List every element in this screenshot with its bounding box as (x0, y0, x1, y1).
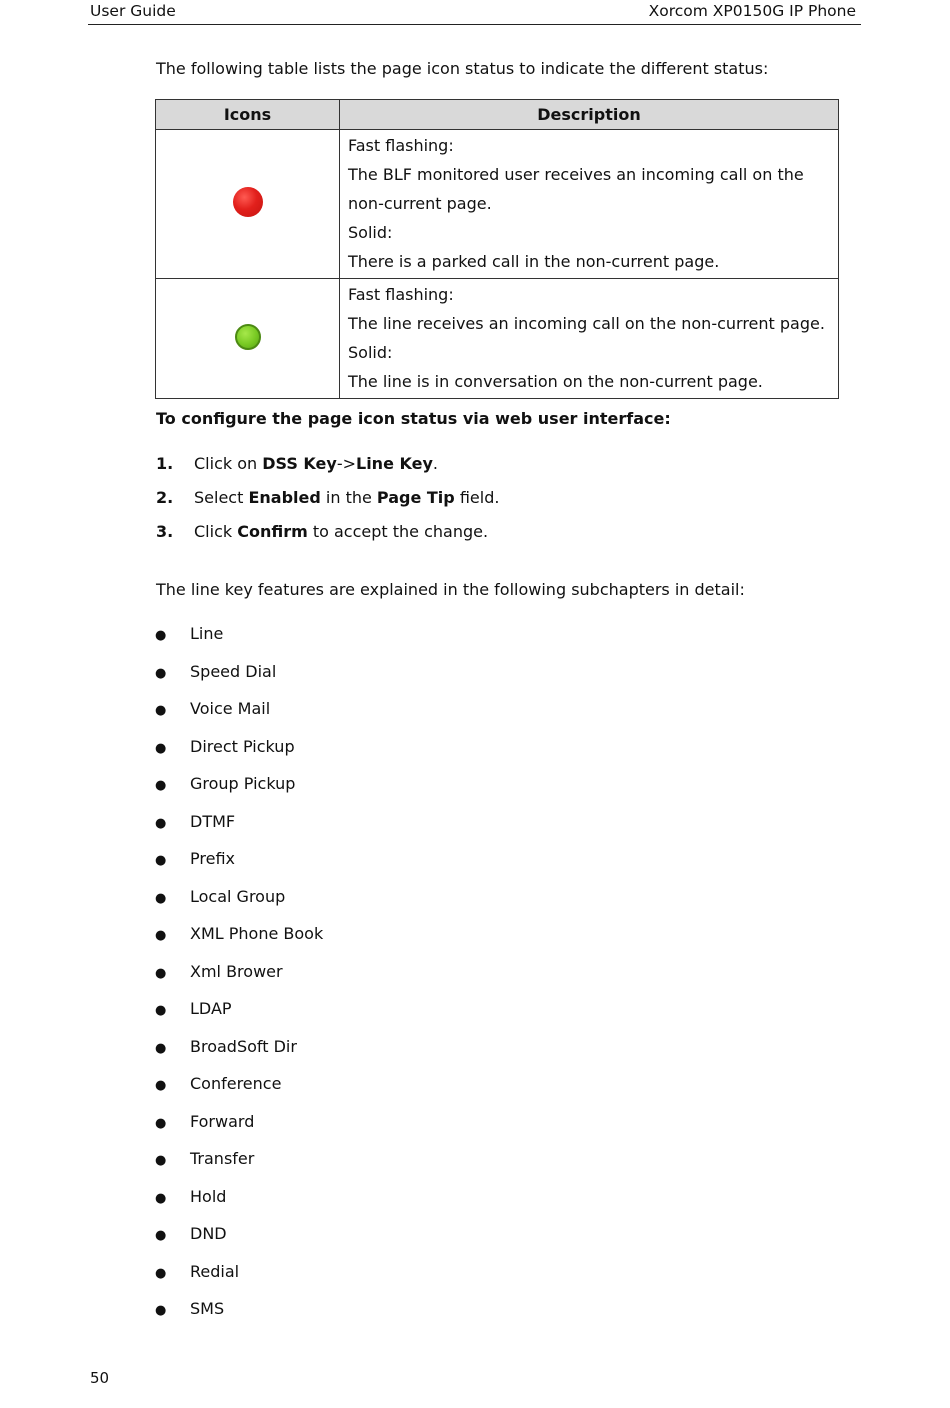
step-text-bold: DSS Key (262, 454, 337, 473)
step-text: . (432, 454, 438, 473)
feature-label: BroadSoft Dir (190, 1036, 297, 1056)
feature-label: Transfer (190, 1149, 255, 1168)
list-item (155, 615, 323, 653)
step-3 (156, 522, 488, 541)
step-number: 2. (156, 488, 174, 507)
step-text: to accept the change. (307, 522, 489, 541)
feature-label: DTMF (190, 811, 236, 831)
feature-label: Redial (190, 1261, 240, 1281)
page-number: 50 (90, 1369, 110, 1387)
description-cell (340, 130, 839, 279)
bullet-icon: ● (155, 665, 167, 681)
bullet-icon: ● (155, 1003, 167, 1018)
configure-heading: To configure the page icon status via web user interface: (156, 409, 671, 428)
description-line: The BLF monitored user receives an incoming call on the (348, 165, 804, 184)
bullet-icon: ● (155, 1228, 167, 1243)
feature-label: SMS (190, 1299, 225, 1318)
description-column-header: Description (340, 100, 839, 130)
feature-list (155, 615, 323, 1328)
feature-label: Hold (190, 1186, 227, 1206)
feature-label: Voice Mail (190, 699, 271, 718)
list-item (155, 1290, 323, 1328)
step-text: Click on (194, 454, 263, 473)
list-item (155, 1215, 323, 1253)
step-text: Select (194, 488, 249, 507)
list-item (155, 653, 323, 691)
bullet-icon: ● (155, 1040, 167, 1056)
green-circle-icon (235, 324, 261, 350)
list-item (155, 1140, 323, 1178)
step-text: Click (194, 522, 238, 541)
description-line: Fast flashing: (348, 136, 454, 155)
list-item (155, 1065, 323, 1103)
feature-label: Prefix (190, 849, 235, 868)
bullet-icon: ● (155, 628, 167, 643)
step-1 (156, 454, 438, 473)
bullet-icon: ● (155, 740, 167, 756)
description-line: Solid: (348, 343, 393, 362)
step-number: 1. (156, 454, 174, 473)
step-text: field. (454, 488, 500, 507)
table-header-row (156, 100, 839, 130)
list-item (155, 803, 323, 841)
bullet-icon: ● (155, 853, 167, 868)
features-intro-text: The line key features are explained in the following subchapters in detail: (156, 580, 745, 599)
description-line: There is a parked call in the non-current page. (348, 252, 720, 271)
feature-label: Forward (190, 1111, 255, 1131)
bullet-icon: ● (155, 890, 167, 906)
description-line: Fast flashing: (348, 285, 454, 304)
bullet-icon: ● (155, 1265, 167, 1281)
bullet-icon: ● (155, 1078, 167, 1093)
list-item (155, 840, 323, 878)
step-2 (156, 488, 499, 507)
bullet-icon: ● (155, 928, 167, 943)
list-item (155, 953, 323, 991)
feature-label: Direct Pickup (190, 736, 295, 756)
step-text-bold: Line Key (356, 454, 433, 473)
bullet-icon: ● (155, 965, 167, 981)
list-item (155, 1103, 323, 1141)
list-item (155, 1253, 323, 1291)
bullet-icon: ● (155, 1153, 167, 1168)
page-header (88, 0, 861, 25)
description-line: The line is in conversation on the non-current page. (348, 372, 763, 391)
bullet-icon: ● (155, 1303, 167, 1318)
header-left-title: User Guide (90, 2, 176, 20)
icon-cell (156, 130, 340, 279)
page-icon-status-table (155, 99, 839, 399)
step-text-bold: Enabled (248, 488, 321, 507)
feature-label: Conference (190, 1074, 282, 1093)
description-cell (340, 279, 839, 399)
icons-column-header: Icons (156, 100, 340, 130)
feature-label: LDAP (190, 999, 232, 1018)
bullet-icon: ● (155, 703, 167, 718)
table-row (156, 130, 839, 279)
list-item (155, 1028, 323, 1066)
feature-label: Xml Brower (190, 961, 283, 981)
description-line: non-current page. (348, 194, 492, 213)
description-line: Solid: (348, 223, 393, 242)
red-circle-icon (233, 187, 263, 217)
feature-label: Local Group (190, 886, 286, 906)
step-text-bold: Confirm (237, 522, 308, 541)
step-number: 3. (156, 522, 174, 541)
feature-label: Speed Dial (190, 661, 277, 681)
bullet-icon: ● (155, 1115, 167, 1131)
bullet-icon: ● (155, 815, 167, 831)
list-item (155, 765, 323, 803)
description-line: The line receives an incoming call on the non-current page. (348, 314, 825, 333)
feature-label: XML Phone Book (190, 924, 324, 943)
step-text: -> (336, 454, 356, 473)
feature-label: DND (190, 1224, 227, 1243)
table-intro-text: The following table lists the page icon status to indicate the different status: (156, 59, 769, 78)
feature-label: Line (190, 624, 224, 643)
list-item (155, 1178, 323, 1216)
header-right-title: Xorcom XP0150G IP Phone (648, 2, 856, 20)
list-item (155, 690, 323, 728)
step-text-bold: Page Tip (376, 488, 455, 507)
list-item (155, 728, 323, 766)
table-row (156, 279, 839, 399)
list-item (155, 878, 323, 916)
step-text: in the (320, 488, 377, 507)
list-item (155, 915, 323, 953)
feature-label: Group Pickup (190, 774, 296, 793)
list-item (155, 990, 323, 1028)
bullet-icon: ● (155, 778, 167, 793)
icon-cell (156, 279, 340, 399)
bullet-icon: ● (155, 1190, 167, 1206)
